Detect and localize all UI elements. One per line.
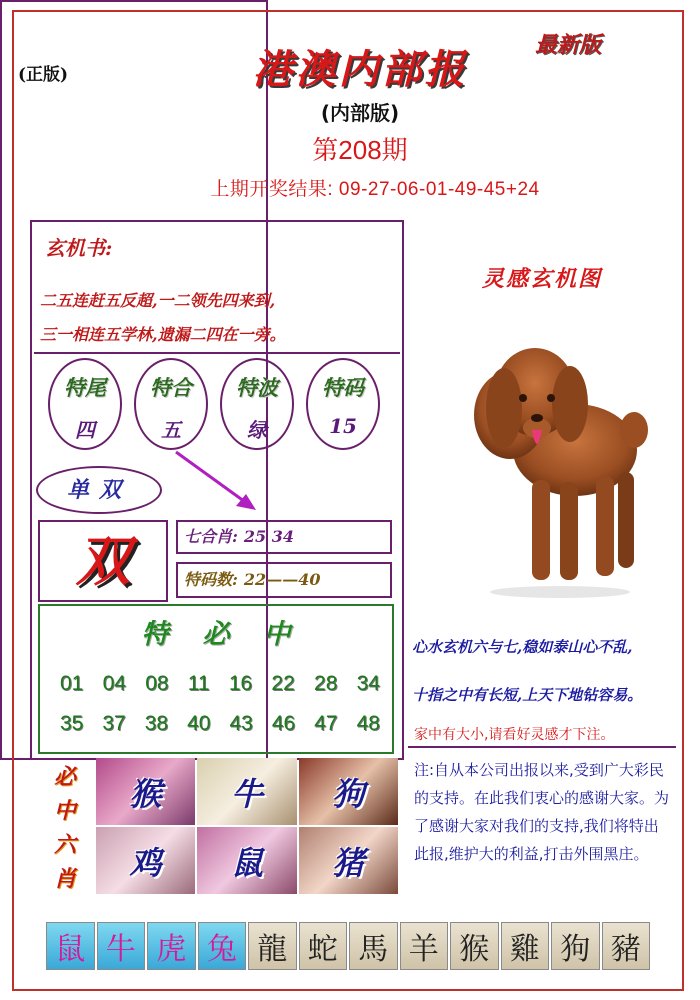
oval-tehe bbox=[134, 358, 208, 450]
label-char: 中 bbox=[53, 798, 76, 824]
zodiac-tile: 龍 bbox=[248, 922, 297, 970]
right-panel-divider bbox=[408, 746, 676, 748]
edition-tag: (正版) bbox=[18, 65, 69, 85]
zodiac-tile: 狗 bbox=[551, 922, 600, 970]
zodiac-tile: 牛 bbox=[97, 922, 146, 970]
number: 47 bbox=[314, 712, 338, 735]
oval-value: 15 bbox=[329, 414, 357, 438]
number: 01 bbox=[60, 672, 84, 695]
page-subtitle: (内部版) bbox=[320, 101, 400, 125]
zodiac-tile: 雞 bbox=[501, 922, 550, 970]
number-row-1 bbox=[60, 672, 380, 696]
page-title: 港澳内部报 bbox=[252, 46, 468, 93]
section-divider bbox=[34, 352, 400, 354]
six-zodiac-grid bbox=[96, 758, 398, 894]
number: 43 bbox=[229, 712, 253, 735]
oval-label: 特尾 bbox=[64, 375, 106, 400]
qihe-value: 25 34 bbox=[243, 527, 295, 546]
number-row-2 bbox=[60, 712, 380, 736]
zodiac-tile: 虎 bbox=[147, 922, 196, 970]
mashu-label: 特码数: bbox=[184, 570, 238, 589]
qihe-label: 七合肖: bbox=[184, 527, 238, 546]
oval-value: 四 bbox=[75, 418, 95, 442]
label-char: 六 bbox=[53, 832, 76, 858]
zodiac-tile: 豬 bbox=[602, 922, 651, 970]
oval-label: 特波 bbox=[236, 375, 278, 400]
zodiac-tile: 鼠 bbox=[46, 922, 95, 970]
note-text: 注:自从本公司出报以来,受到广大彩民的支持。在此我们衷心的感谢大家。为了感谢大家对我们的支持,我们将特出此报,维护大的利益,打击外围黑庄。 bbox=[414, 761, 670, 863]
number: 37 bbox=[102, 712, 126, 735]
number: 22 bbox=[271, 672, 295, 695]
oval-tema bbox=[306, 358, 380, 450]
dog-illustration bbox=[420, 300, 666, 600]
odd-even-oval: 单双 bbox=[36, 466, 162, 514]
latest-edition-tag: 最新版 bbox=[535, 32, 602, 58]
number: 35 bbox=[60, 712, 84, 735]
poem-line-2: 十指之中有长短,上天下地钻容易。 bbox=[412, 686, 643, 704]
tebizhong-title: 特必中 bbox=[141, 619, 325, 650]
zodiac-tile: 羊 bbox=[400, 922, 449, 970]
big-character-box: 双 bbox=[38, 520, 168, 602]
zodiac-cell: 猪 bbox=[299, 827, 398, 894]
number: 16 bbox=[228, 672, 253, 695]
xuanji-label: 玄机书: bbox=[45, 236, 113, 260]
zodiac-cell: 牛 bbox=[197, 758, 296, 825]
inspiration-image-title: 灵感玄机图 bbox=[481, 266, 602, 292]
number: 46 bbox=[271, 712, 296, 735]
zodiac-cell: 鼠 bbox=[197, 827, 296, 894]
zodiac-bar bbox=[46, 922, 650, 970]
oval-value: 绿 bbox=[247, 418, 267, 442]
oval-value: 五 bbox=[161, 418, 181, 442]
arrow-icon bbox=[170, 446, 260, 516]
number: 38 bbox=[144, 712, 169, 735]
oval-label: 特合 bbox=[150, 375, 192, 400]
zodiac-tile: 蛇 bbox=[299, 922, 348, 970]
six-zodiac-label bbox=[50, 760, 80, 896]
zodiac-tile: 兔 bbox=[198, 922, 247, 970]
number: 40 bbox=[187, 712, 211, 735]
xuanji-line-1: 二五连赶五反超,一二领先四来到, bbox=[40, 291, 276, 310]
oval-label: 特码 bbox=[322, 375, 364, 400]
zodiac-cell: 鸡 bbox=[96, 827, 195, 894]
dog-image bbox=[420, 300, 666, 600]
issue-number: 第208期 bbox=[312, 135, 408, 165]
poem-line-1: 心水玄机六与七,稳如泰山心不乱, bbox=[412, 638, 633, 656]
label-char: 必 bbox=[53, 764, 76, 790]
number: 08 bbox=[145, 672, 169, 695]
advice-text: 家中有大小,请看好灵感才下注。 bbox=[414, 727, 615, 743]
oval-tewei bbox=[48, 358, 122, 450]
label-char: 肖 bbox=[53, 866, 76, 892]
xuanji-line-2: 三一相连五学林,遗漏二四在一旁。 bbox=[40, 325, 286, 344]
zodiac-tile: 馬 bbox=[349, 922, 398, 970]
mashu-value: 22——40 bbox=[243, 570, 321, 589]
mashu-box bbox=[176, 562, 392, 598]
number: 28 bbox=[314, 672, 338, 695]
last-draw-result: 上期开奖结果: 09-27-06-01-49-45+24 bbox=[210, 179, 540, 200]
number: 34 bbox=[356, 672, 380, 695]
zodiac-cell: 猴 bbox=[96, 758, 195, 825]
oval-tebo bbox=[220, 358, 294, 450]
number: 04 bbox=[102, 672, 126, 695]
zodiac-cell: 狗 bbox=[299, 758, 398, 825]
number: 48 bbox=[356, 712, 380, 735]
qihe-box bbox=[176, 520, 392, 554]
number: 11 bbox=[187, 672, 210, 695]
zodiac-tile: 猴 bbox=[450, 922, 499, 970]
